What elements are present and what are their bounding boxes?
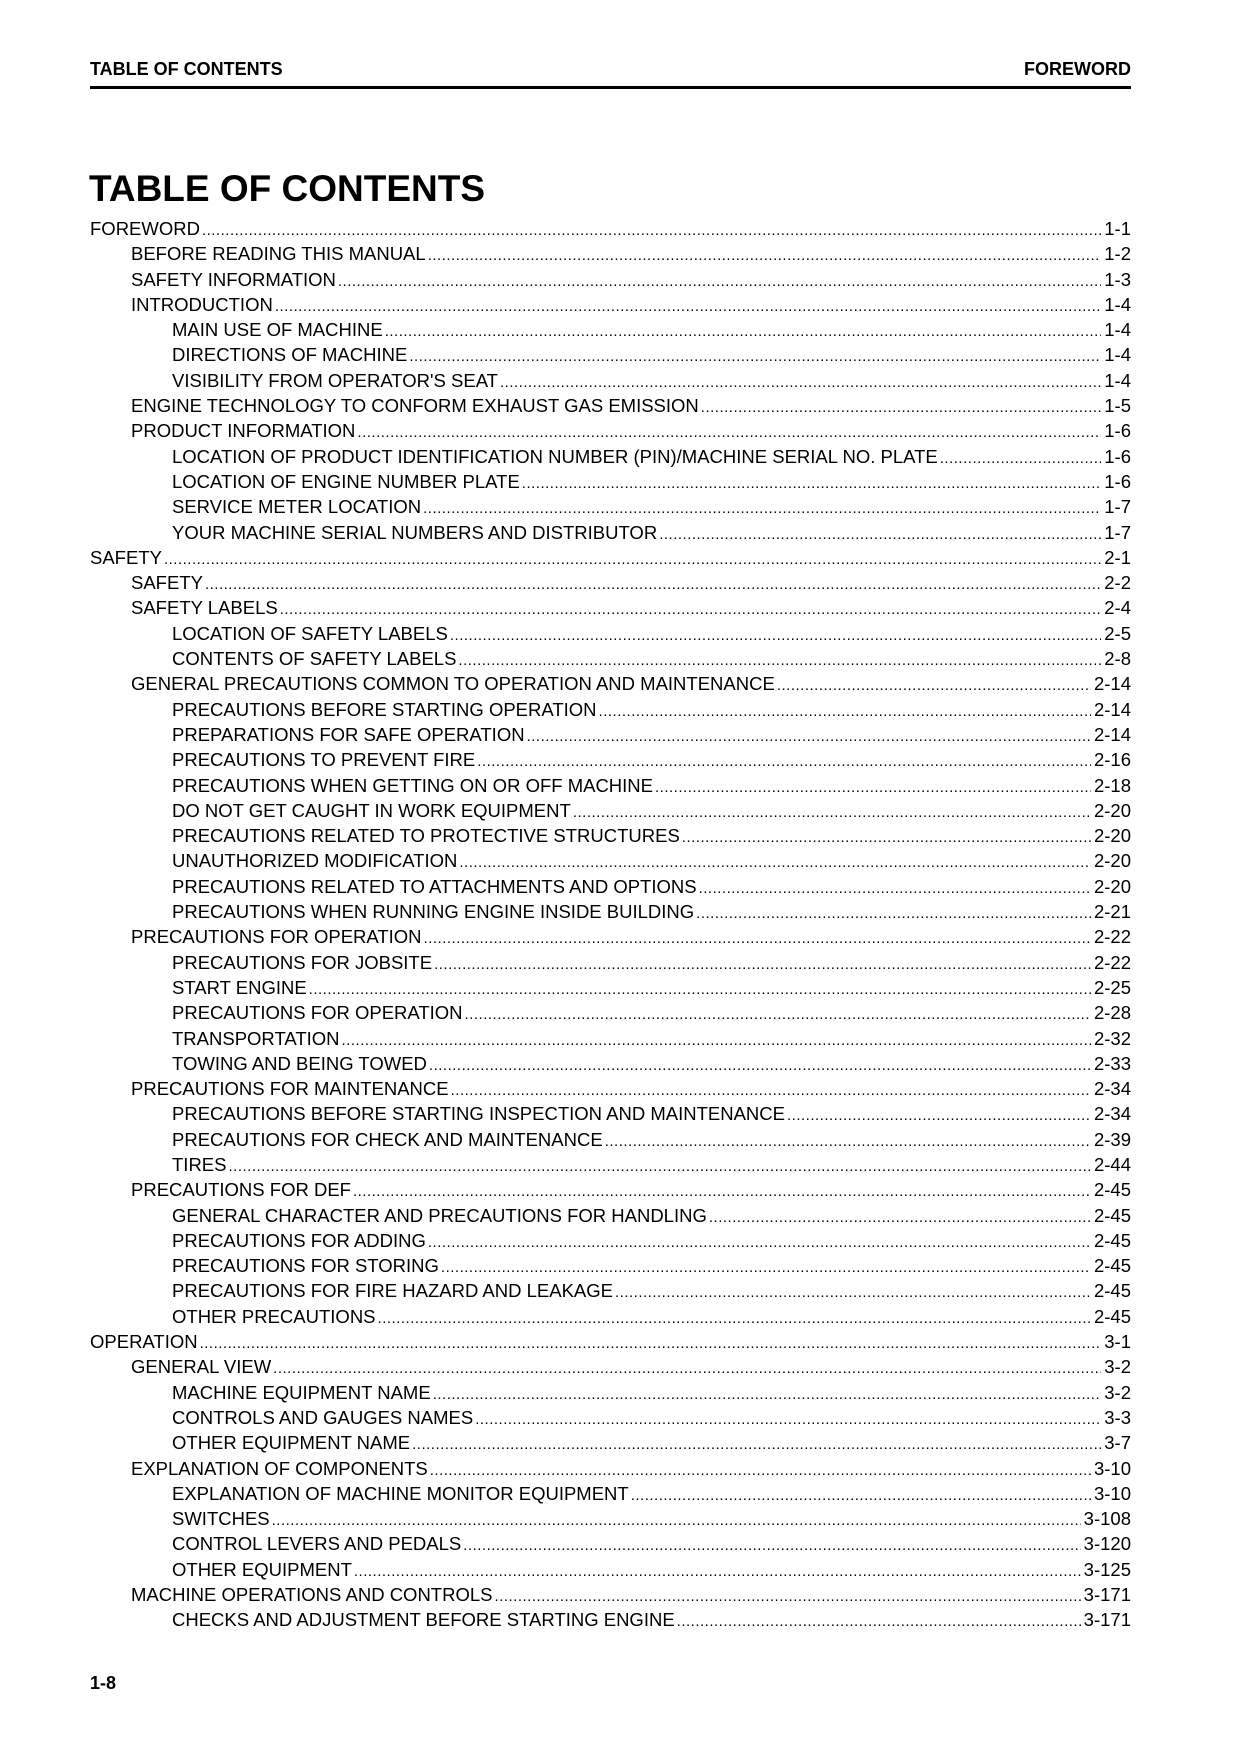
dot-leader <box>463 1533 1080 1558</box>
toc-entry[interactable] <box>90 1203 1131 1228</box>
toc-entry[interactable] <box>90 1000 1131 1025</box>
toc-entry-page: 2-14 <box>1093 723 1131 745</box>
toc-entry[interactable] <box>90 1531 1131 1556</box>
dot-leader <box>378 1306 1091 1331</box>
toc-entry-title: START ENGINE <box>172 976 307 998</box>
toc-entry-title: FOREWORD <box>90 218 200 239</box>
toc-entry[interactable] <box>90 1405 1131 1430</box>
toc-entry-title: UNAUTHORIZED MODIFICATION <box>172 850 458 872</box>
toc-entry-title: DO NOT GET CAUGHT IN WORK EQUIPMENT <box>172 799 571 821</box>
page-title: TABLE OF CONTENTS <box>89 168 486 209</box>
toc-entry-page: 3-108 <box>1083 1508 1131 1530</box>
dot-leader <box>385 319 1102 344</box>
toc-entry[interactable] <box>90 292 1131 317</box>
toc-entry-page: 2-5 <box>1104 622 1131 644</box>
toc-entry-page: 1-6 <box>1104 470 1131 492</box>
dot-leader <box>522 471 1101 496</box>
toc-entry[interactable] <box>90 621 1131 646</box>
dot-leader <box>655 775 1091 800</box>
dot-leader <box>605 1129 1091 1154</box>
toc-entry-title: LOCATION OF SAFETY LABELS <box>172 622 448 644</box>
toc-entry-title: PRECAUTIONS WHEN GETTING ON OR OFF MACHINE <box>172 774 654 796</box>
toc-entry-title: DIRECTIONS OF MACHINE <box>172 344 408 366</box>
dot-leader <box>477 749 1091 774</box>
dot-leader <box>205 572 1101 597</box>
dot-leader <box>450 623 1101 648</box>
dot-leader <box>699 876 1091 901</box>
toc-entry[interactable] <box>90 950 1131 975</box>
toc-entry-page: 1-7 <box>1104 521 1131 543</box>
toc-entry[interactable] <box>90 1607 1131 1632</box>
toc-entry[interactable] <box>90 975 1131 1000</box>
dot-leader <box>527 724 1091 749</box>
toc-entry-title: TOWING AND BEING TOWED <box>172 1052 427 1074</box>
toc-entry-page: 1-6 <box>1104 420 1131 442</box>
toc-entry-page: 2-25 <box>1093 976 1131 998</box>
header-section-title: TABLE OF CONTENTS <box>90 59 283 79</box>
toc-entry-page: 3-120 <box>1083 1533 1131 1555</box>
dot-leader <box>164 547 1101 572</box>
toc-entry-title: PRECAUTIONS FOR DEF <box>131 1179 351 1201</box>
toc-entry[interactable] <box>90 216 1131 241</box>
toc-entry-title: MACHINE EQUIPMENT NAME <box>172 1381 431 1403</box>
toc-entry-page: 2-2 <box>1104 572 1131 594</box>
toc-entry[interactable] <box>90 722 1131 747</box>
toc-entry-page: 1-4 <box>1104 293 1131 315</box>
toc-entry-title: PRECAUTIONS BEFORE STARTING INSPECTION AND MAINTENANCE <box>172 1103 785 1125</box>
toc-entry-title: MACHINE OPERATIONS AND CONTROLS <box>131 1584 493 1606</box>
toc-entry-page: 2-14 <box>1093 673 1131 695</box>
toc-entry-title: PRECAUTIONS RELATED TO ATTACHMENTS AND OPTIONS <box>172 875 697 897</box>
toc-entry-title: CHECKS AND ADJUSTMENT BEFORE STARTING ENGINE <box>172 1609 675 1631</box>
dot-leader <box>696 901 1091 926</box>
dot-leader <box>465 1002 1091 1027</box>
dot-leader <box>424 926 1091 951</box>
toc-entry-title: PRODUCT INFORMATION <box>131 420 356 442</box>
toc-entry[interactable] <box>90 1101 1131 1126</box>
toc-entry-title: PRECAUTIONS WHEN RUNNING ENGINE INSIDE BUILDING <box>172 901 695 923</box>
dot-leader <box>275 294 1101 319</box>
toc-entry-title: PRECAUTIONS FOR CHECK AND MAINTENANCE <box>172 1128 603 1150</box>
toc-entry-page: 2-20 <box>1093 799 1131 821</box>
dot-leader <box>354 1559 1081 1584</box>
toc-entry-page: 2-20 <box>1093 825 1131 847</box>
page-number: 1-8 <box>90 1673 117 1693</box>
dot-leader <box>200 1331 1102 1356</box>
dot-leader <box>428 243 1102 268</box>
dot-leader <box>777 673 1091 698</box>
toc-entry-title: BEFORE READING THIS MANUAL <box>131 243 426 265</box>
toc-entry[interactable] <box>90 444 1131 469</box>
toc-entry-title: EXPLANATION OF COMPONENTS <box>131 1457 428 1479</box>
toc-entry-title: LOCATION OF PRODUCT IDENTIFICATION NUMBER (PIN)/MACHINE SERIAL NO. PLATE <box>172 445 938 467</box>
toc-entry[interactable] <box>90 1506 1131 1531</box>
toc-entry-page: 2-8 <box>1104 648 1131 670</box>
toc-entry-page: 3-1 <box>1104 1331 1131 1353</box>
toc-entry-page: 1-6 <box>1104 445 1131 467</box>
toc-entry-title: SAFETY <box>131 572 203 594</box>
toc-entry-page: 2-4 <box>1104 597 1131 619</box>
toc-entry-page: 1-5 <box>1104 395 1131 417</box>
toc-entry[interactable] <box>90 1177 1131 1202</box>
toc-entry-page: 3-125 <box>1083 1558 1131 1580</box>
dot-leader <box>342 1028 1091 1053</box>
toc-entry[interactable] <box>90 671 1131 696</box>
toc-entry[interactable] <box>90 1456 1131 1481</box>
dot-leader <box>615 1280 1091 1305</box>
dot-leader <box>451 1078 1091 1103</box>
dot-leader <box>631 1483 1091 1508</box>
dot-leader <box>309 977 1091 1002</box>
toc-entry-title: SAFETY <box>90 546 162 568</box>
toc-entry-page: 2-14 <box>1093 698 1131 720</box>
toc-entry-page: 2-18 <box>1093 774 1131 796</box>
toc-entry-title: PRECAUTIONS FOR ADDING <box>172 1229 426 1251</box>
toc-entry-title: PRECAUTIONS FOR STORING <box>172 1255 439 1277</box>
toc-entry-title: PRECAUTIONS FOR OPERATION <box>131 926 422 948</box>
dot-leader <box>429 1053 1091 1078</box>
toc-entry-title: SWITCHES <box>172 1508 270 1530</box>
dot-leader <box>787 1103 1091 1128</box>
toc-entry[interactable] <box>90 494 1131 519</box>
toc-entry-page: 2-45 <box>1093 1179 1131 1201</box>
toc-entry-title: TIRES <box>172 1153 227 1175</box>
toc-entry-page: 1-3 <box>1104 268 1131 290</box>
toc-entry-title: OPERATION <box>90 1331 198 1353</box>
toc-entry[interactable] <box>90 267 1131 292</box>
toc-entry-page: 3-171 <box>1083 1584 1131 1606</box>
toc-entry-title: YOUR MACHINE SERIAL NUMBERS AND DISTRIBUTOR <box>172 521 658 543</box>
toc-entry[interactable] <box>90 1127 1131 1152</box>
toc-entry-title: PRECAUTIONS RELATED TO PROTECTIVE STRUCTURES <box>172 825 680 847</box>
dot-leader <box>338 269 1101 294</box>
dot-leader <box>428 1230 1091 1255</box>
toc-entry[interactable] <box>90 848 1131 873</box>
toc-entry-page: 2-45 <box>1093 1229 1131 1251</box>
toc-entry-title: LOCATION OF ENGINE NUMBER PLATE <box>172 470 520 492</box>
toc-entry-title: GENERAL VIEW <box>131 1356 272 1378</box>
dot-leader <box>701 395 1101 420</box>
toc-entry[interactable] <box>90 747 1131 772</box>
toc-entry[interactable] <box>90 874 1131 899</box>
toc-entry-title: VISIBILITY FROM OPERATOR'S SEAT <box>172 369 498 391</box>
toc-entry-page: 2-22 <box>1093 926 1131 948</box>
toc-entry[interactable] <box>90 1329 1131 1354</box>
running-header <box>90 58 1131 80</box>
toc-entry[interactable] <box>90 773 1131 798</box>
toc-entry-title: PRECAUTIONS FOR OPERATION <box>172 1002 463 1024</box>
toc-entry-page: 3-171 <box>1083 1609 1131 1631</box>
dot-leader <box>573 800 1091 825</box>
toc-entry-page: 2-32 <box>1093 1027 1131 1049</box>
dot-leader <box>677 1609 1081 1634</box>
toc-entry-title: CONTROL LEVERS AND PEDALS <box>172 1533 462 1555</box>
toc-entry[interactable] <box>90 545 1131 570</box>
toc-entry[interactable] <box>90 1228 1131 1253</box>
toc-entry-page: 2-28 <box>1093 1002 1131 1024</box>
dot-leader <box>458 648 1101 673</box>
dot-leader <box>423 496 1101 521</box>
dot-leader <box>682 825 1091 850</box>
dot-leader <box>409 344 1101 369</box>
toc-entry-page: 1-2 <box>1104 243 1131 265</box>
toc-entry[interactable] <box>90 520 1131 545</box>
toc-entry-page: 2-1 <box>1104 546 1131 568</box>
toc-entry[interactable] <box>90 418 1131 443</box>
toc-entry-page: 3-2 <box>1104 1356 1131 1378</box>
dot-leader <box>441 1255 1091 1280</box>
dot-leader <box>412 1432 1101 1457</box>
toc-entry-page: 2-16 <box>1093 749 1131 771</box>
toc-entry-page: 2-20 <box>1093 875 1131 897</box>
toc-entry-title: CONTENTS OF SAFETY LABELS <box>172 648 457 670</box>
toc-entry[interactable] <box>90 393 1131 418</box>
toc-entry[interactable] <box>90 798 1131 823</box>
toc-entry[interactable] <box>90 317 1131 342</box>
toc-entry[interactable] <box>90 1076 1131 1101</box>
toc-entry[interactable] <box>90 1380 1131 1405</box>
toc-entry-page: 1-1 <box>1104 218 1131 239</box>
dot-leader <box>228 1154 1090 1179</box>
toc-entry[interactable] <box>90 570 1131 595</box>
toc-entry-page: 2-45 <box>1093 1255 1131 1277</box>
toc-entry-title: PRECAUTIONS TO PREVENT FIRE <box>172 749 476 771</box>
toc-entry[interactable] <box>90 823 1131 848</box>
toc-entry-title: MAIN USE OF MACHINE <box>172 319 383 341</box>
toc-entry[interactable] <box>90 1481 1131 1506</box>
toc-entry[interactable] <box>90 1582 1131 1607</box>
toc-entry-title: SAFETY LABELS <box>131 597 278 619</box>
dot-leader <box>709 1205 1091 1230</box>
dot-leader <box>280 597 1102 622</box>
toc-entry-title: EXPLANATION OF MACHINE MONITOR EQUIPMENT <box>172 1482 629 1504</box>
toc-entry-page: 3-10 <box>1093 1482 1131 1504</box>
toc-entry-title: GENERAL PRECAUTIONS COMMON TO OPERATION AND MAINTENANCE <box>131 673 775 695</box>
toc-entry[interactable] <box>90 241 1131 266</box>
toc-entry[interactable] <box>90 1278 1131 1303</box>
toc-entry-title: PRECAUTIONS FOR MAINTENANCE <box>131 1078 449 1100</box>
toc-entry-title: PRECAUTIONS FOR JOBSITE <box>172 951 433 973</box>
toc-entry[interactable] <box>90 1026 1131 1051</box>
toc-entry[interactable] <box>90 1557 1131 1582</box>
toc-entry-page: 2-45 <box>1093 1204 1131 1226</box>
toc-entry[interactable] <box>90 1152 1131 1177</box>
toc-entry-title: ENGINE TECHNOLOGY TO CONFORM EXHAUST GAS EMISSION <box>131 395 699 417</box>
dot-leader <box>430 1458 1091 1483</box>
header-chapter-title: FOREWORD <box>1024 59 1131 79</box>
toc-entry-page: 2-45 <box>1093 1305 1131 1327</box>
dot-leader <box>500 370 1101 395</box>
toc-entry-title: OTHER EQUIPMENT NAME <box>172 1432 411 1454</box>
toc-entry[interactable] <box>90 1051 1131 1076</box>
toc-entry-page: 2-44 <box>1093 1153 1131 1175</box>
toc-entry[interactable] <box>90 924 1131 949</box>
toc-entry-title: INTRODUCTION <box>131 293 273 315</box>
toc-entry[interactable] <box>90 469 1131 494</box>
toc-entry-page: 3-10 <box>1093 1457 1131 1479</box>
toc-entry-page: 1-7 <box>1104 496 1131 518</box>
dot-leader <box>599 699 1091 724</box>
toc-entry-page: 1-4 <box>1104 344 1131 366</box>
toc-entry[interactable] <box>90 697 1131 722</box>
toc-entry-page: 2-45 <box>1093 1280 1131 1302</box>
dot-leader <box>272 1508 1081 1533</box>
dot-leader <box>357 420 1101 445</box>
dot-leader <box>940 446 1101 471</box>
toc-entry-title: TRANSPORTATION <box>172 1027 340 1049</box>
dot-leader <box>433 1382 1102 1407</box>
dot-leader <box>459 850 1091 875</box>
dot-leader <box>202 218 1101 243</box>
toc-entry-title: CONTROLS AND GAUGES NAMES <box>172 1406 474 1428</box>
toc-entry-page: 1-4 <box>1104 319 1131 341</box>
toc-entry[interactable] <box>90 595 1131 620</box>
toc-entry[interactable] <box>90 1253 1131 1278</box>
toc-entry[interactable] <box>90 1354 1131 1379</box>
dot-leader <box>434 952 1091 977</box>
toc-entry-title: PRECAUTIONS FOR FIRE HAZARD AND LEAKAGE <box>172 1280 613 1302</box>
toc-entry-page: 3-7 <box>1104 1432 1131 1454</box>
dot-leader <box>494 1584 1080 1609</box>
toc-entry[interactable] <box>90 1430 1131 1455</box>
toc-entry-page: 3-3 <box>1104 1406 1131 1428</box>
toc-entry-page: 2-22 <box>1093 951 1131 973</box>
toc-entry-title: PREPARATIONS FOR SAFE OPERATION <box>172 723 525 745</box>
toc-entry-page: 3-2 <box>1104 1381 1131 1403</box>
toc-entry-title: SAFETY INFORMATION <box>131 268 336 290</box>
dot-leader <box>475 1407 1101 1432</box>
dot-leader <box>659 522 1101 547</box>
toc-entry-page: 2-33 <box>1093 1052 1131 1074</box>
toc-entry[interactable] <box>90 899 1131 924</box>
dot-leader <box>353 1179 1091 1204</box>
toc-entry-page: 2-21 <box>1093 901 1131 923</box>
dot-leader <box>273 1356 1101 1381</box>
toc-entry[interactable] <box>90 342 1131 367</box>
toc-list <box>90 216 1131 1633</box>
header-rule <box>90 86 1131 89</box>
toc-entry-page: 1-4 <box>1104 369 1131 391</box>
toc-entry[interactable] <box>90 646 1131 671</box>
toc-entry-title: PRECAUTIONS BEFORE STARTING OPERATION <box>172 698 597 720</box>
toc-entry-title: OTHER EQUIPMENT <box>172 1558 352 1580</box>
toc-entry-title: GENERAL CHARACTER AND PRECAUTIONS FOR HANDLING <box>172 1204 707 1226</box>
toc-entry-title: OTHER PRECAUTIONS <box>172 1305 376 1327</box>
toc-entry-page: 2-20 <box>1093 850 1131 872</box>
toc-entry-page: 2-34 <box>1093 1078 1131 1100</box>
toc-entry[interactable] <box>90 368 1131 393</box>
toc-entry-page: 2-39 <box>1093 1128 1131 1150</box>
toc-entry-title: SERVICE METER LOCATION <box>172 496 422 518</box>
toc-entry-page: 2-34 <box>1093 1103 1131 1125</box>
toc-entry[interactable] <box>90 1304 1131 1329</box>
